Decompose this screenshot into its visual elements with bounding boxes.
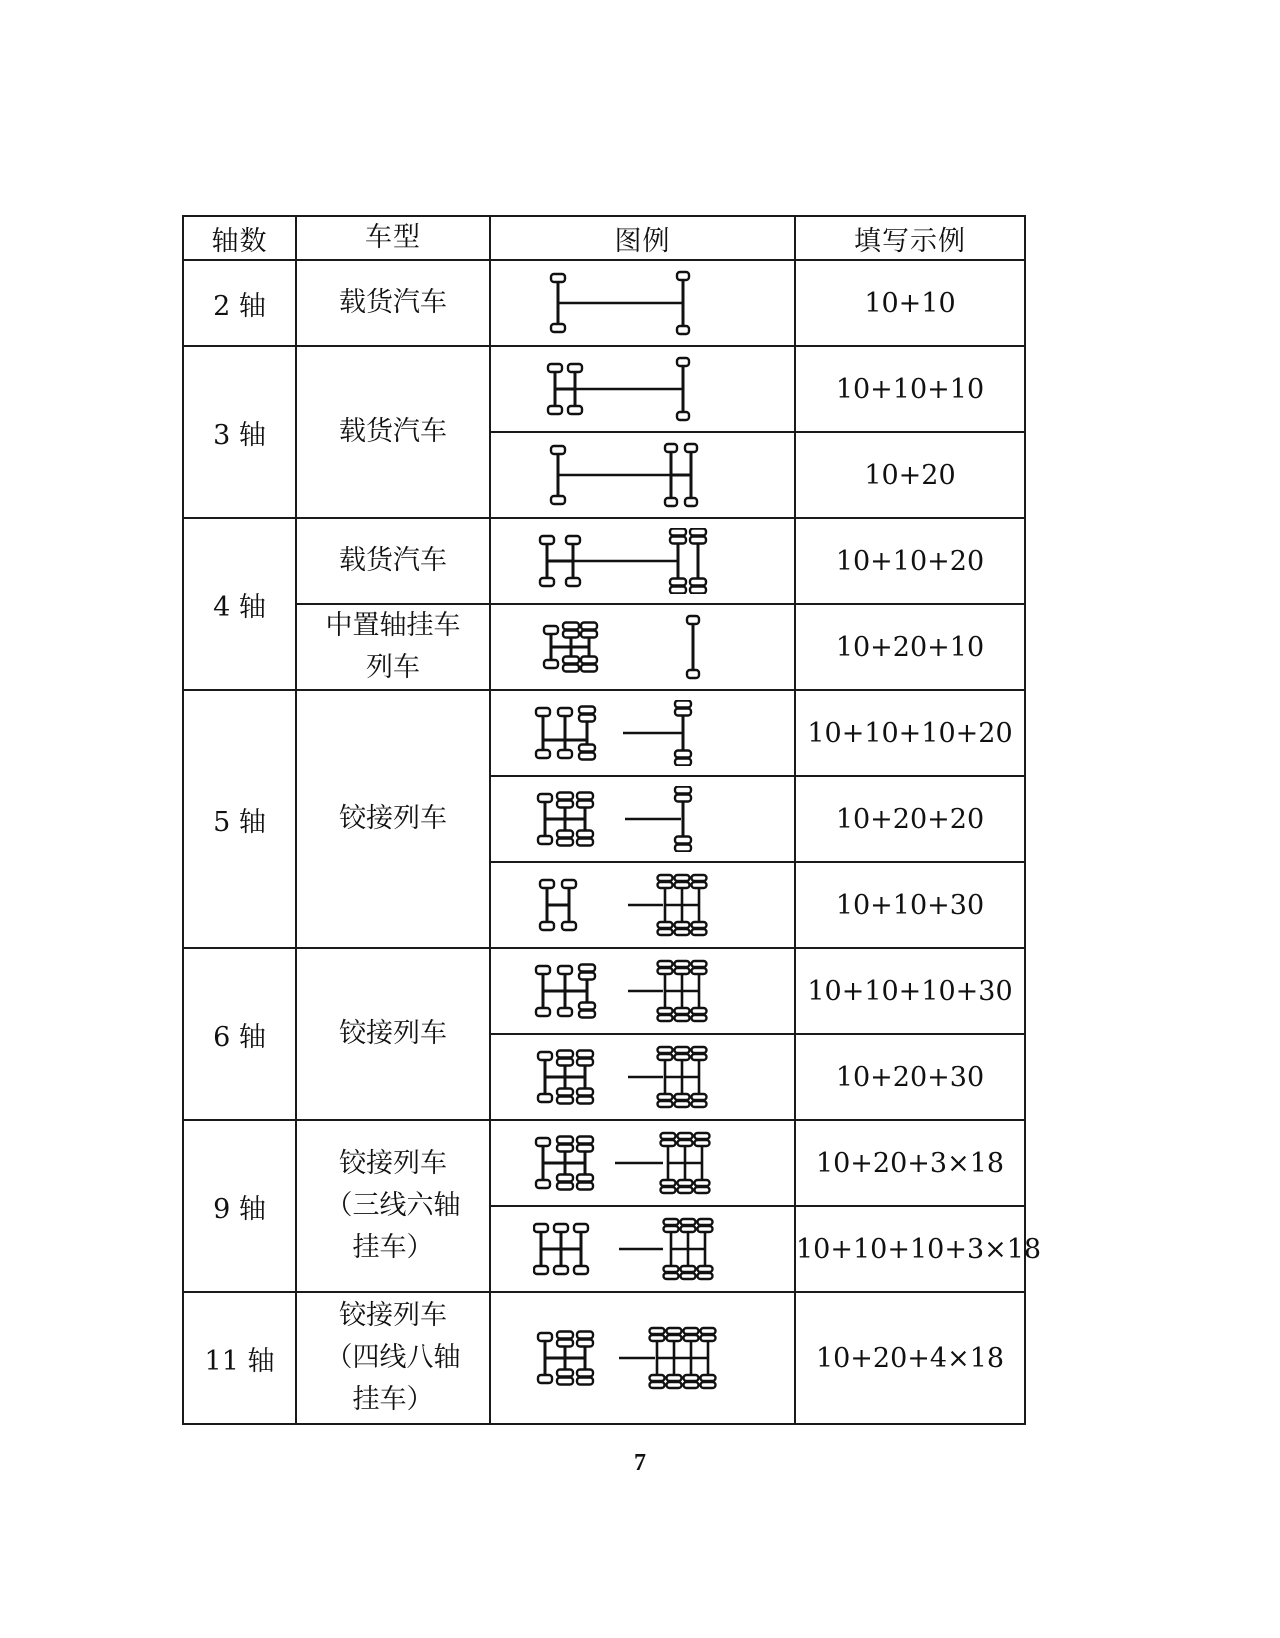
wheel-mark [557,1340,573,1347]
wheel-mark [687,616,699,624]
wheel-mark [674,922,689,928]
wheel-mark [557,1051,573,1058]
wheel-mark [574,1266,588,1274]
wheel-mark [683,1335,698,1341]
figure-cell [490,346,795,432]
wheel-mark [577,1051,593,1058]
wheel-mark [663,1266,678,1272]
wheel-mark [675,759,691,766]
wheel-mark [674,1101,689,1107]
wheel-mark [675,751,691,758]
wheel-mark [577,1137,593,1144]
wheel-mark [680,1219,695,1225]
wheel-mark [577,1097,593,1104]
wheel-mark [579,715,595,722]
wheel-mark [579,753,595,760]
wheel-mark [540,536,554,544]
figure-cell [490,1292,795,1424]
wheel-mark [558,966,572,974]
wheel-mark [675,701,691,708]
wheel-mark [691,1008,706,1014]
wheel-mark [675,845,691,852]
wheel-mark [563,623,579,630]
wheel-mark [660,1133,675,1139]
wheel-mark [683,1375,698,1381]
wheel-mark [551,446,565,454]
wheel-mark [574,1224,588,1232]
wheel-mark [577,1089,593,1096]
wheel-mark [557,1332,573,1339]
wheel-mark [563,665,579,672]
wheel-mark [577,831,593,838]
wheel-mark [657,929,672,935]
wheel-mark [536,1180,550,1188]
vehicle-type-line: 挂车） [352,1232,434,1263]
wheel-mark [563,631,579,638]
wheel-mark [657,1047,672,1053]
wheel-mark [694,1180,709,1186]
table-row [183,1292,1025,1424]
axle-type-table [182,215,1042,1425]
wheel-mark [674,1054,689,1060]
wheel-mark [666,1375,681,1381]
wheel-mark [690,579,706,586]
4axle-center-axle-trailer-icon [533,614,753,680]
wheel-mark [566,536,580,544]
vehicle-type-cell: 载货汽车 [296,260,490,346]
wheel-mark [557,1059,573,1066]
vehicle-type-cell: 铰接列车 [296,948,490,1120]
header-axle-count: 轴数 [183,216,296,260]
wheel-mark [691,961,706,967]
wheel-mark [690,587,706,594]
wheel-mark [538,1333,552,1341]
wheel-mark [657,968,672,974]
wheel-mark [691,968,706,974]
9axle-articulated-a-icon [533,1130,753,1196]
vehicle-type-line: 中置轴挂车 [325,610,461,641]
header-figure: 图例 [490,216,795,260]
wheel-mark [557,831,573,838]
wheel-mark [700,1375,715,1381]
wheel-mark [697,1226,712,1232]
wheel-mark [665,444,677,452]
figure-cell [490,1206,795,1292]
wheel-mark [536,1138,550,1146]
wheel-mark [687,670,699,678]
2axle-truck-10-10-icon [533,270,753,336]
wheel-mark [557,1137,573,1144]
wheel-mark [666,1335,681,1341]
wheel-mark [691,882,706,888]
5axle-articulated-a-icon [533,700,753,766]
wheel-mark [554,1266,568,1274]
wheel-mark [557,1097,573,1104]
wheel-mark [558,750,572,758]
wheel-mark [660,1180,675,1186]
wheel-mark [538,1094,552,1102]
wheel-mark [694,1140,709,1146]
figure-cell [490,432,795,518]
6axle-articulated-a-icon [533,958,753,1024]
wheel-mark [579,965,595,972]
wheel-mark [536,750,550,758]
wheel-mark [562,880,576,888]
wheel-mark [581,665,597,672]
wheel-mark [540,922,554,930]
wheel-mark [666,1328,681,1334]
wheel-mark [677,412,689,420]
wheel-mark [700,1335,715,1341]
example-cell: 10+10 [795,260,1025,346]
4axle-truck-10-10-20-icon [533,528,753,594]
wheel-mark [540,880,554,888]
wheel-mark [670,579,686,586]
example-cell: 10+20+3×18 [795,1120,1025,1206]
table-row [183,346,1025,432]
wheel-mark [544,660,558,668]
axle-count-cell: 6 轴 [183,948,296,1120]
wheel-mark [579,1003,595,1010]
wheel-mark [690,529,706,536]
wheel-mark [657,875,672,881]
wheel-mark [581,657,597,664]
wheel-mark [657,1054,672,1060]
table-header-row [183,216,1025,260]
wheel-mark [675,795,691,802]
wheel-mark [558,708,572,716]
wheel-mark [691,1101,706,1107]
table-row [183,1120,1025,1206]
wheel-mark [675,709,691,716]
wheel-mark [680,1226,695,1232]
wheel-mark [697,1266,712,1272]
wheel-mark [579,745,595,752]
wheel-mark [557,839,573,846]
wheel-mark [563,657,579,664]
axle-count-cell: 9 轴 [183,1120,296,1292]
wheel-mark [677,272,689,280]
wheel-mark [677,326,689,334]
wheel-mark [685,498,697,506]
figure-cell [490,690,795,776]
vehicle-type-cell: 铰接列车 [296,690,490,948]
wheel-mark [562,922,576,930]
wheel-mark [657,1094,672,1100]
example-cell: 10+20+4×18 [795,1292,1025,1424]
figure-cell [490,1120,795,1206]
wheel-mark [557,1378,573,1385]
wheel-mark [649,1382,664,1388]
wheel-mark [694,1133,709,1139]
wheel-mark [675,837,691,844]
wheel-mark [674,1094,689,1100]
wheel-mark [577,801,593,808]
wheel-mark [548,364,562,372]
example-cell: 10+10+20 [795,518,1025,604]
example-cell: 10+10+10 [795,346,1025,432]
vehicle-type-cell [296,1292,490,1424]
header-vehicle-type: 车型 [296,216,490,260]
wheel-mark [538,794,552,802]
table-row [183,604,1025,690]
wheel-mark [674,1047,689,1053]
9axle-articulated-b-icon [533,1216,753,1282]
wheel-mark [670,529,686,536]
wheel-mark [674,968,689,974]
wheel-mark [677,1180,692,1186]
table-row [183,518,1025,604]
wheel-mark [577,793,593,800]
wheel-mark [577,1340,593,1347]
wheel-mark [557,1370,573,1377]
wheel-mark [674,961,689,967]
3axle-truck-10-20-icon [533,442,753,508]
table-row [183,260,1025,346]
figure-cell [490,604,795,690]
11axle-articulated-icon [533,1325,753,1391]
wheel-mark [691,922,706,928]
wheel-mark [677,1133,692,1139]
wheel-mark [657,1015,672,1021]
wheel-mark [691,1047,706,1053]
wheel-mark [577,1175,593,1182]
axle-count-cell: 2 轴 [183,260,296,346]
wheel-mark [677,358,689,366]
wheel-mark [674,1008,689,1014]
wheel-mark [674,1015,689,1021]
figure-cell [490,862,795,948]
header-example: 填写示例 [795,216,1025,260]
wheel-mark [551,324,565,332]
vehicle-type-cell: 载货汽车 [296,346,490,518]
vehicle-type-line: 列车 [366,652,420,683]
wheel-mark [691,1015,706,1021]
axle-count-cell: 5 轴 [183,690,296,948]
wheel-mark [683,1328,698,1334]
wheel-mark [536,1008,550,1016]
wheel-mark [670,537,686,544]
wheel-mark [568,364,582,372]
table-row [183,690,1025,776]
wheel-mark [657,1008,672,1014]
wheel-mark [690,537,706,544]
wheel-mark [577,839,593,846]
wheel-mark [694,1187,709,1193]
example-cell: 10+10+10+30 [795,948,1025,1034]
wheel-mark [540,578,554,586]
wheel-mark [557,801,573,808]
wheel-mark [697,1219,712,1225]
5axle-articulated-b-icon [533,786,753,852]
wheel-mark [665,498,677,506]
wheel-mark [544,626,558,634]
wheel-mark [538,836,552,844]
example-cell: 10+20+30 [795,1034,1025,1120]
wheel-mark [649,1335,664,1341]
example-cell: 10+10+30 [795,862,1025,948]
figure-cell [490,948,795,1034]
example-cell: 10+10+10+20 [795,690,1025,776]
vehicle-type-cell [296,604,490,690]
wheel-mark [536,708,550,716]
wheel-mark [568,406,582,414]
wheel-mark [674,882,689,888]
wheel-mark [577,1378,593,1385]
wheel-mark [551,496,565,504]
wheel-mark [691,1094,706,1100]
example-cell: 10+20 [795,432,1025,518]
vehicle-type-line: （三线六轴 [325,1190,461,1221]
example-cell: 10+20+10 [795,604,1025,690]
wheel-mark [557,793,573,800]
vehicle-type-line: 铰接列车 [339,1300,447,1331]
wheel-mark [663,1219,678,1225]
wheel-mark [649,1375,664,1381]
wheel-mark [579,707,595,714]
wheel-mark [663,1226,678,1232]
wheel-mark [579,1011,595,1018]
wheel-mark [691,929,706,935]
wheel-mark [557,1089,573,1096]
wheel-mark [557,1183,573,1190]
wheel-mark [670,587,686,594]
wheel-mark [700,1328,715,1334]
wheel-mark [657,1101,672,1107]
wheel-mark [581,623,597,630]
wheel-mark [577,1183,593,1190]
wheel-mark [554,1224,568,1232]
wheel-mark [691,1054,706,1060]
wheel-mark [697,1273,712,1279]
table-row [183,948,1025,1034]
vehicle-type-cell [296,1120,490,1292]
wheel-mark [657,961,672,967]
wheel-mark [677,1140,692,1146]
wheel-mark [685,444,697,452]
wheel-mark [581,631,597,638]
wheel-mark [677,1187,692,1193]
wheel-mark [557,1145,573,1152]
wheel-mark [566,578,580,586]
wheel-mark [534,1266,548,1274]
wheel-mark [700,1382,715,1388]
figure-cell [490,260,795,346]
figure-cell [490,518,795,604]
wheel-mark [675,787,691,794]
wheel-mark [577,1145,593,1152]
page-number: 7 [634,1450,646,1476]
axle-count-cell: 4 轴 [183,518,296,690]
wheel-mark [680,1266,695,1272]
example-cell: 10+20+20 [795,776,1025,862]
wheel-mark [657,922,672,928]
wheel-mark [680,1273,695,1279]
wheel-mark [660,1187,675,1193]
figure-cell [490,1034,795,1120]
wheel-mark [557,1175,573,1182]
wheel-mark [657,882,672,888]
wheel-mark [577,1059,593,1066]
wheel-mark [577,1332,593,1339]
wheel-mark [579,973,595,980]
axle-count-cell: 3 轴 [183,346,296,518]
example-cell: 10+10+10+3×18 [795,1206,1025,1292]
vehicle-type-line: 挂车） [352,1384,434,1415]
5axle-articulated-c-icon [533,872,753,938]
wheel-mark [683,1382,698,1388]
axle-count-cell: 11 轴 [183,1292,296,1424]
wheel-mark [660,1140,675,1146]
vehicle-type-cell: 载货汽车 [296,518,490,604]
wheel-mark [538,1375,552,1383]
wheel-mark [674,875,689,881]
wheel-mark [577,1370,593,1377]
wheel-mark [548,406,562,414]
wheel-mark [558,1008,572,1016]
wheel-mark [551,274,565,282]
wheel-mark [663,1273,678,1279]
wheel-mark [691,875,706,881]
wheel-mark [536,966,550,974]
wheel-mark [666,1382,681,1388]
figure-cell [490,776,795,862]
3axle-truck-10-10-10-icon [533,356,753,422]
6axle-articulated-b-icon [533,1044,753,1110]
vehicle-type-line: （四线八轴 [325,1342,461,1373]
wheel-mark [649,1328,664,1334]
wheel-mark [538,1052,552,1060]
vehicle-type-line: 铰接列车 [339,1148,447,1179]
wheel-mark [534,1224,548,1232]
wheel-mark [674,929,689,935]
